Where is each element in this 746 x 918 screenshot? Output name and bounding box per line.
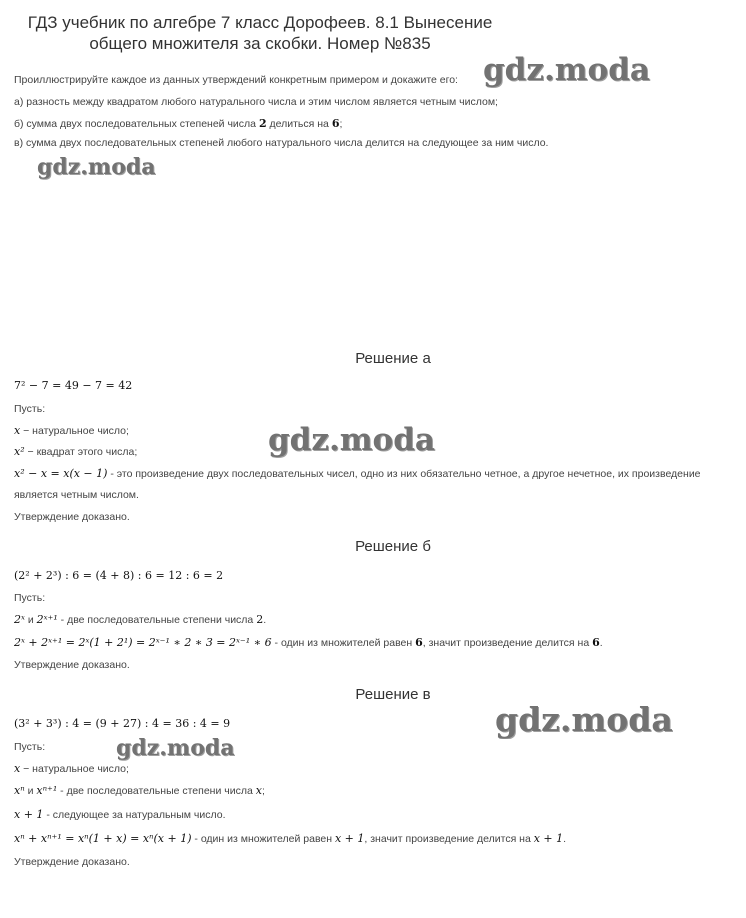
solution-a-x-var: x [14,424,21,437]
solution-a-formula: x² − x = x(x − 1) [14,467,108,480]
solution-a-x2-var: x² [14,445,25,458]
solution-c-next [14,808,226,821]
solution-a-proved: Утверждение доказано. [14,511,130,523]
solution-c-powers [14,784,265,797]
solution-a-let: Пусть: [14,403,46,415]
solution-c-next-text: - следующее за натуральным число. [43,809,226,821]
solution-c-formula: xⁿ + xⁿ⁺¹ = xⁿ(1 + x) = xⁿ(x + 1) [14,832,192,845]
solution-b-powers [14,613,266,626]
solution-c-example: (3² + 3³) : 4 = (9 + 27) : 4 = 36 : 4 = 9 [14,717,231,730]
solution-b-six-2: 6 [592,636,600,649]
solution-a-x-text: − натуральное число; [20,425,129,437]
solution-c-proved: Утверждение доказано. [14,856,130,868]
solution-a-x2-def [14,445,137,458]
task-c: в) сумма двух последовательных степеней любого натурального числа делится на следующее за ним число. [14,137,549,149]
solution-c-next-var: x + 1 [14,808,44,821]
solution-b-formula-line [14,636,603,649]
solution-c-formula-text: - один из множителей равен [191,833,335,845]
solution-c-xp1b: x + 1 [533,832,564,845]
solution-b-proved: Утверждение доказано. [14,659,130,671]
task-b [14,117,342,130]
page-title-line-1: ГДЗ учебник по алгебре 7 класс Дорофеев. 8.1 Вынесение [27,13,493,32]
solution-b-pow2: 2ˣ⁺¹ [36,613,58,626]
solution-a-heading: Решение а [355,350,431,367]
solution-c-x-def [14,762,129,775]
watermark-logo: gdz.moda [495,700,673,739]
solution-b-example: (2² + 2³) : 6 = (4 + 8) : 6 = 12 : 6 = 2 [14,569,224,582]
solution-c-pow-text: - две последовательные степени числа [57,785,256,797]
watermark-logo: gdz.moda [37,154,156,180]
solution-b-heading: Решение б [355,538,431,555]
solution-c-dot: . [563,833,567,845]
solution-c-x-end: x [255,784,262,797]
solution-b-dot: . [263,614,267,626]
task-b-six: 6 [331,117,340,130]
watermark-logo: gdz.moda [116,735,235,761]
solution-b-formula-text-2: , значит произведение делится на [422,637,593,649]
solution-a-x2-text: − квадрат этого числа; [24,446,138,458]
solution-c-let: Пусть: [14,741,46,753]
watermark-logo: gdz.moda [268,422,435,458]
solution-c-pow2: xⁿ⁺¹ [36,784,58,797]
solution-c-formula-line [14,832,566,845]
task-b-prefix: б) сумма двух последовательных степеней числа [14,118,259,130]
task-a: а) разность между квадратом любого натурального числа и этим числом является четным числом; [14,96,498,108]
solution-a-formula-line [14,467,701,480]
page-title-line-2: общего множителя за скобки. Номер №835 [89,34,431,53]
task-intro: Проиллюстрируйте каждое из данных утверждений конкретным примером и докажите его: [14,74,458,86]
solution-b-formula-text: - один из множителей равен [271,637,416,649]
page-title [0,12,520,54]
solution-c-xp1: x + 1 [334,832,365,845]
solution-c-and: и [24,785,37,797]
solution-c-formula-text-2: , значит произведение делится на [364,833,534,845]
solution-c-x-text: − натуральное число; [20,763,129,775]
watermark-logo: gdz.moda [483,52,650,88]
solution-b-pow1: 2ˣ [14,613,25,626]
solution-b-and: и [24,614,37,626]
solution-b-let: Пусть: [14,592,46,604]
solution-c-x-var: x [14,762,21,775]
solution-a-example: 7² − 7 = 49 − 7 = 42 [14,379,133,392]
solution-a-x-def [14,424,129,437]
task-b-mid: делиться на [266,118,332,130]
task-b-two: 2 [258,117,267,130]
solution-b-pow-text: - две последовательные степени числа [57,614,257,626]
solution-b-two: 2 [256,613,264,626]
solution-c-pow1: xⁿ [14,784,25,797]
solution-a-formula-text-2: является четным числом. [14,489,139,501]
task-b-end: ; [339,118,343,130]
solution-c-heading: Решение в [355,686,431,703]
solution-b-formula: 2ˣ + 2ˣ⁺¹ = 2ˣ(1 + 2¹) = 2ˣ⁻¹ ∗ 2 ∗ 3 = 2ˣ⁻¹ ∗ 6 [14,636,272,649]
solution-b-dot-2: . [599,637,603,649]
solution-a-formula-text: - это произведение двух последовательных чисел, одно из них обязательно четное, а другое нечетное, их произведение [107,468,701,480]
solution-b-six: 6 [415,636,423,649]
solution-c-semi: ; [261,785,265,797]
